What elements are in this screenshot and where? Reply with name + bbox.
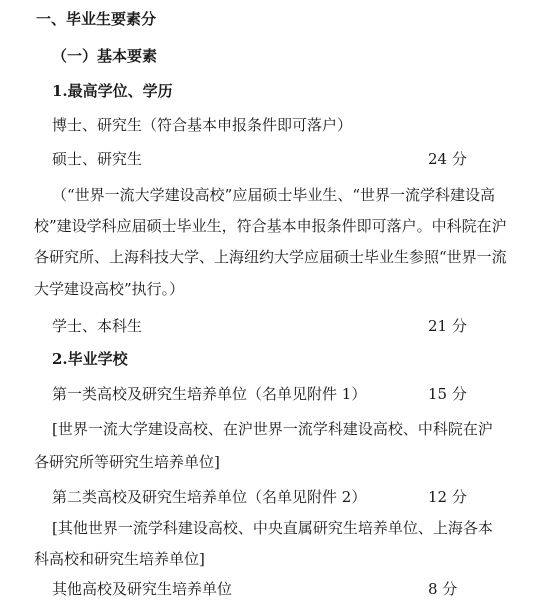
bachelor-label: 学士、本科生 <box>52 317 143 335</box>
category2-note-line: 科高校和研究生培养单位] <box>34 550 205 568</box>
subsection-heading: （一）基本要素 <box>52 47 158 65</box>
other-points: 8 分 <box>428 580 458 598</box>
category2-note-line: [其他世界一流学科建设高校、中央直属研究生培养单位、上海各本 <box>52 519 493 537</box>
item-heading-school: 2.毕业学校 <box>52 350 128 368</box>
master-note-line: （“世界一流大学建设高校”应届硕士毕业生、“世界一流学科建设高 <box>52 186 496 204</box>
category1-label: 第一类高校及研究生培养单位（名单见附件 1） <box>52 385 367 403</box>
category1-note-line: 各研究所等研究生培养单位] <box>34 453 220 471</box>
master-label: 硕士、研究生 <box>52 150 143 168</box>
master-note-line: 校”建设学科应届硕士毕业生，符合基本申报条件即可落户。中科院在沪 <box>34 217 507 235</box>
phd-line: 博士、研究生（符合基本申报条件即可落户） <box>52 116 353 134</box>
category2-points: 12 分 <box>428 488 467 506</box>
section-heading: 一、毕业生要素分 <box>36 10 157 28</box>
master-note-line: 各研究所、上海科技大学、上海纽约大学应届硕士毕业生参照“世界一流 <box>34 248 507 266</box>
master-note-line: 大学建设高校”执行。） <box>34 280 185 298</box>
bachelor-points: 21 分 <box>428 317 467 335</box>
other-label: 其他高校及研究生培养单位 <box>52 580 233 598</box>
master-points: 24 分 <box>428 150 467 168</box>
category1-note-line: [世界一流大学建设高校、在沪世界一流学科建设高校、中科院在沪 <box>52 420 493 438</box>
item-heading-degree: 1.最高学位、学历 <box>52 82 173 100</box>
category2-label: 第二类高校及研究生培养单位（名单见附件 2） <box>52 488 367 506</box>
category1-points: 15 分 <box>428 385 467 403</box>
